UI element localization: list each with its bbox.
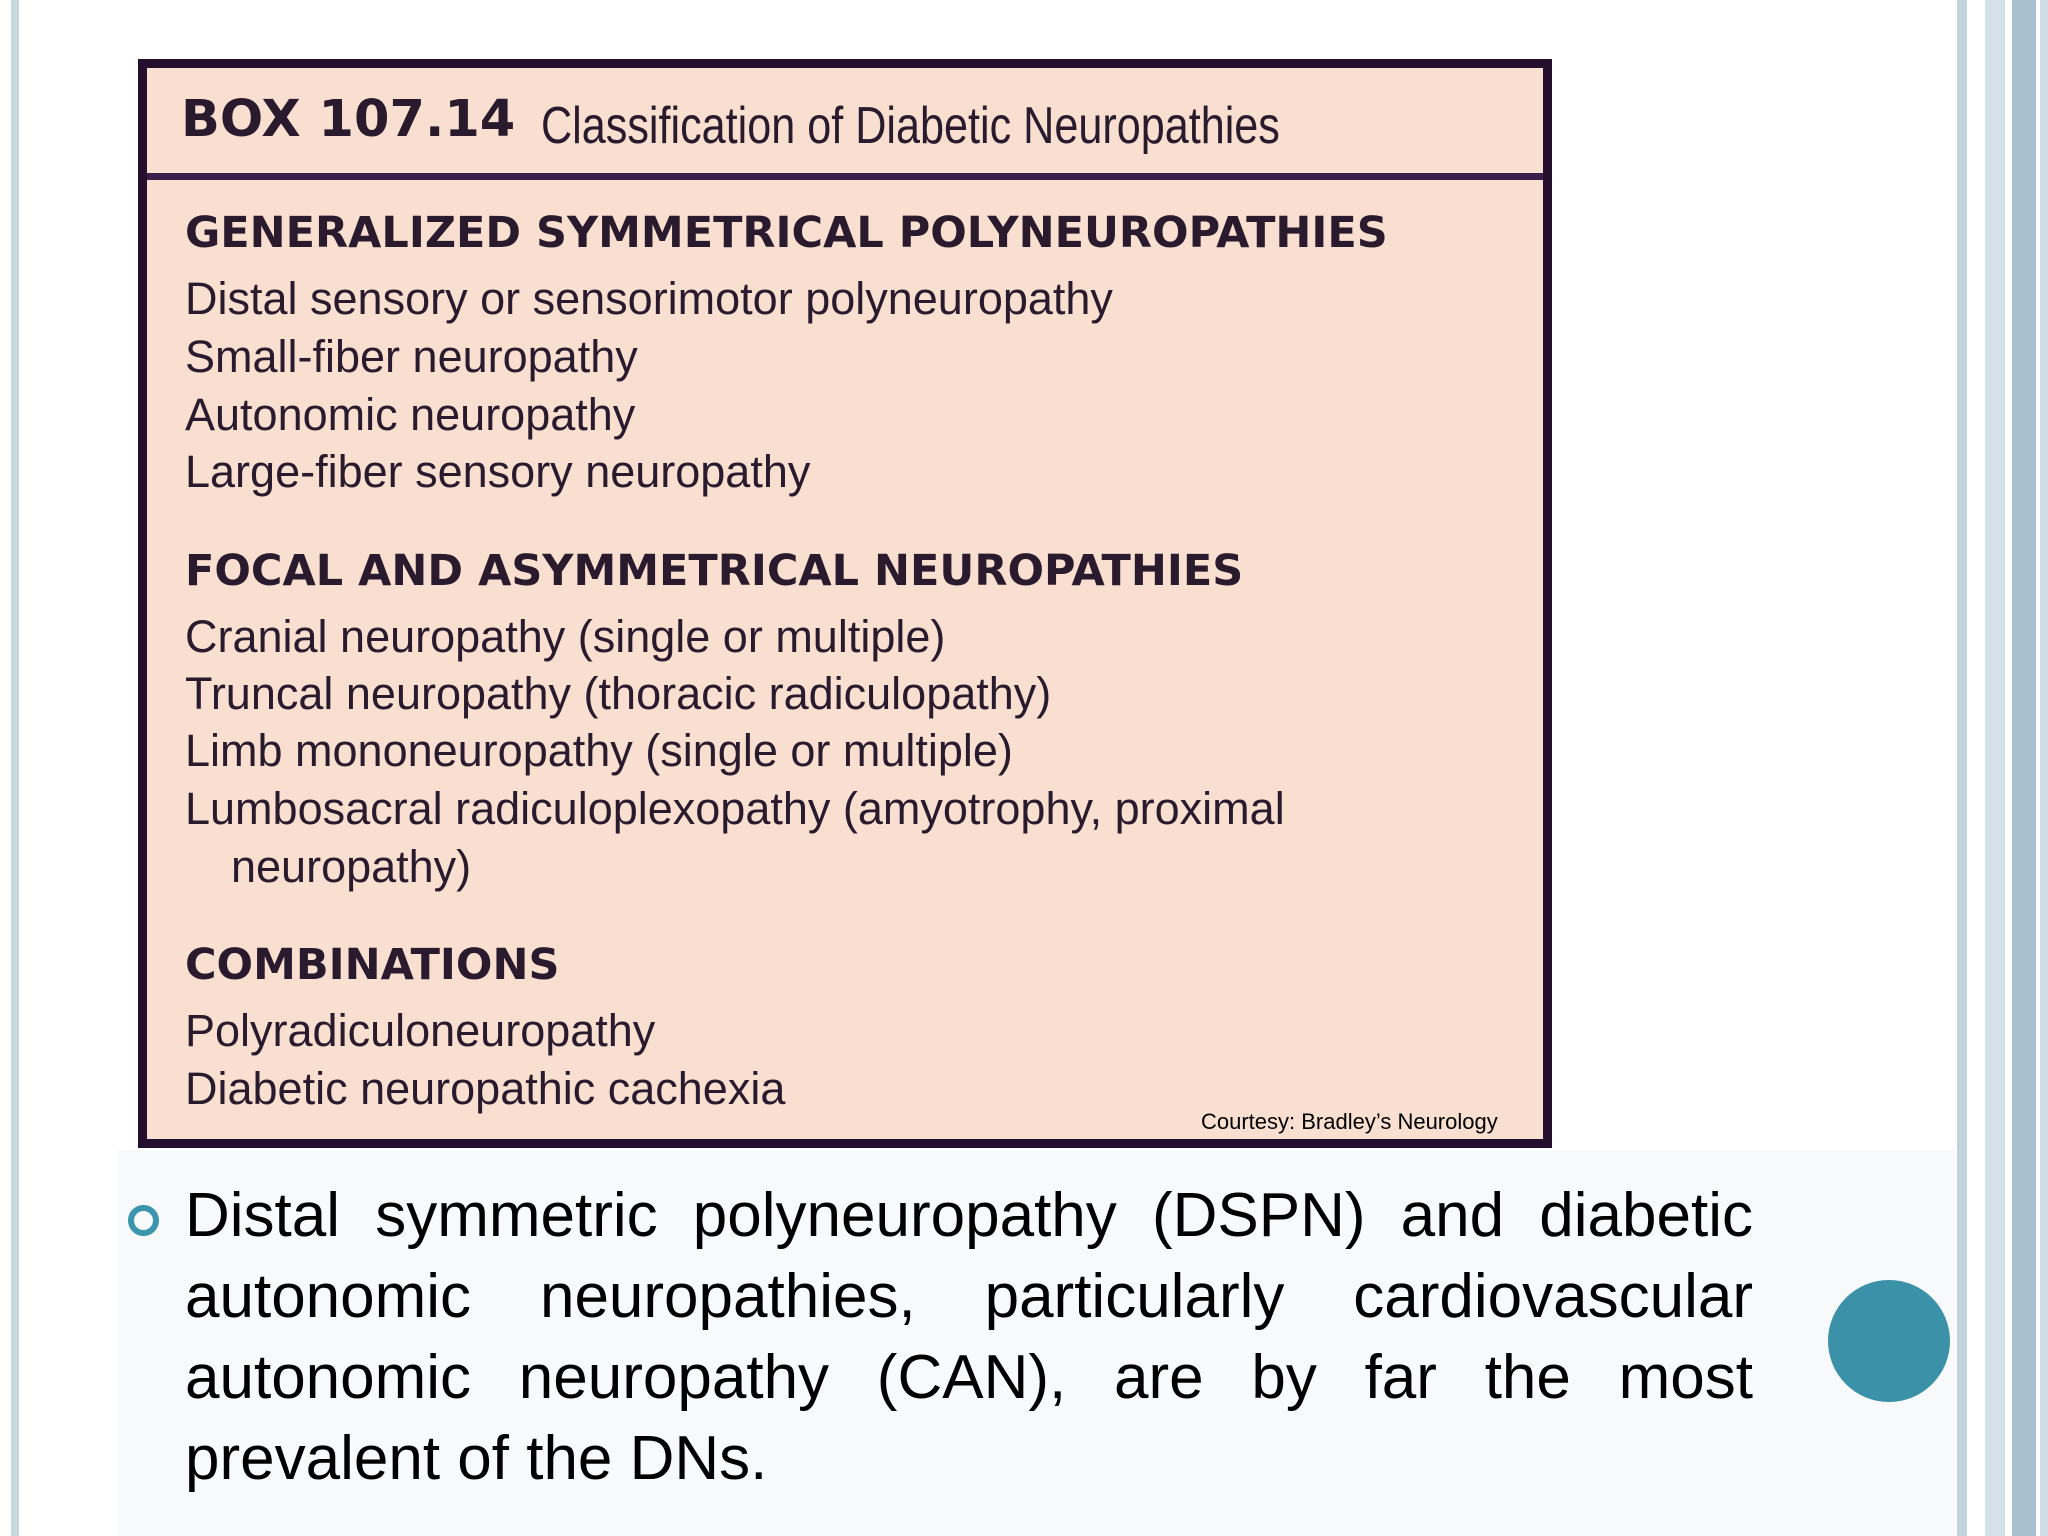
decorative-circle	[1828, 1280, 1950, 1402]
list-item-continuation: neuropathy)	[231, 841, 472, 892]
list-item: Cranial neuropathy (single or multiple)	[185, 611, 946, 662]
bullet-ring-icon	[128, 1205, 159, 1236]
list-item: Diabetic neuropathic cachexia	[185, 1063, 786, 1114]
list-item: Truncal neuropathy (thoracic radiculopathy)	[185, 668, 1052, 719]
box-header	[147, 68, 1543, 180]
right-stripe	[2040, 0, 2048, 1536]
left-frame-line	[11, 0, 19, 1536]
section-heading-generalized: GENERALIZED SYMMETRICAL POLYNEUROPATHIES	[185, 208, 1388, 258]
box-number: BOX 107.14	[181, 90, 516, 149]
right-stripe	[2012, 0, 2036, 1536]
bullet-paragraph: Distal symmetric polyneuropathy (DSPN) and diabetic autonomic neuropathies, particularly cardiovascular autonomic neuropathy (CAN), are by far the most prevalent of the DNs.	[185, 1181, 1753, 1493]
list-item: Distal sensory or sensorimotor polyneuropathy	[185, 273, 1113, 324]
section-heading-focal: FOCAL AND ASYMMETRICAL NEUROPATHIES	[185, 546, 1244, 596]
list-item: Lumbosacral radiculoplexopathy (amyotrophy, proximal	[185, 783, 1285, 834]
list-item: Limb mononeuropathy (single or multiple)	[185, 725, 1013, 776]
courtesy-caption: Courtesy: Bradley’s Neurology	[1201, 1109, 1498, 1134]
list-item: Polyradiculoneuropathy	[185, 1005, 656, 1056]
list-item: Small-fiber neuropathy	[185, 331, 638, 382]
section-heading-combinations: COMBINATIONS	[185, 940, 560, 990]
list-item: Autonomic neuropathy	[185, 389, 636, 440]
list-item: Large-fiber sensory neuropathy	[185, 446, 811, 497]
box-title: Classification of Diabetic Neuropathies	[541, 97, 1280, 155]
right-stripe	[1957, 0, 1967, 1536]
classification-box	[138, 59, 1552, 1148]
right-stripe	[1985, 0, 2005, 1536]
